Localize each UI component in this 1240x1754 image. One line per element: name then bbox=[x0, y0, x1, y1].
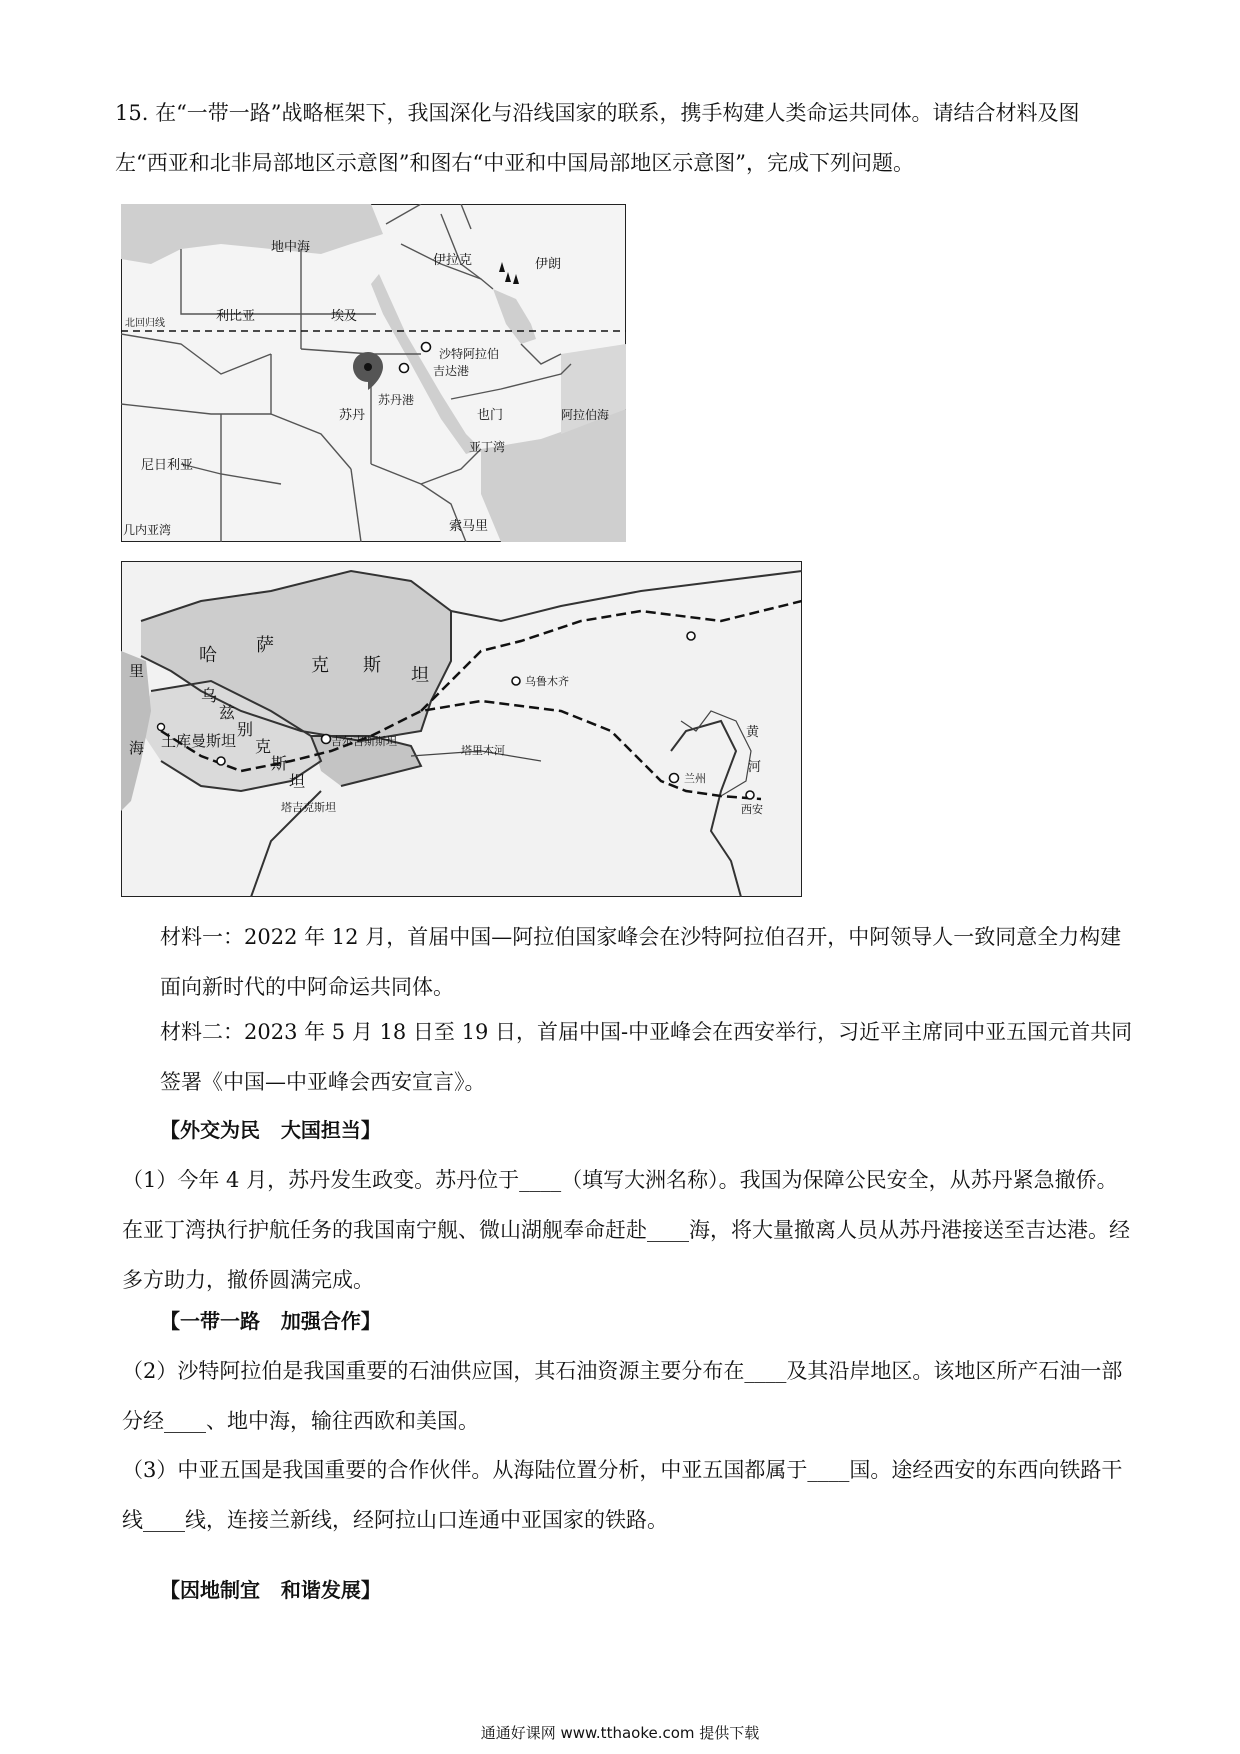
label-ke: 克 bbox=[311, 655, 329, 676]
label-li: 里 bbox=[129, 662, 145, 680]
label-tropic: 北回归线 bbox=[125, 318, 165, 329]
material-two: 材料二：2023 年 5 月 18 日至 19 日，首届中国-中亚峰会在西安举行，习近平主席同中亚五国元首共同签署《中国—中亚峰会西安宣言》。 bbox=[160, 1020, 1133, 1094]
label-mediterranean: 地中海 bbox=[271, 240, 311, 255]
label-jeddah: 吉达港 bbox=[433, 364, 470, 378]
label-arabian-sea: 阿拉伯海 bbox=[561, 408, 610, 422]
label-tarim-river: 塔里木河 bbox=[461, 744, 505, 757]
label-turkmenistan: 土库曼斯坦 bbox=[161, 732, 237, 750]
label-xian: 西安 bbox=[741, 803, 763, 816]
label-somalia: 索马里 bbox=[449, 519, 489, 534]
label-uz-5: 斯 bbox=[271, 754, 288, 773]
label-libya: 利比亚 bbox=[216, 309, 256, 324]
label-he: 河 bbox=[748, 760, 762, 775]
label-uz-6: 坦 bbox=[289, 772, 306, 791]
label-uz-1: 乌 bbox=[201, 686, 218, 705]
label-sa: 萨 bbox=[256, 635, 274, 656]
label-saudi: 沙特阿拉伯 bbox=[439, 347, 500, 361]
section-heading-harmony: 【因地制宜 和谐发展】 bbox=[160, 1578, 381, 1602]
question-1: （1）今年 4 月，苏丹发生政变。苏丹位于____（填写大洲名称）。我国为保障公民安全，从苏丹紧急撤侨。在亚丁湾执行护航任务的我国南宁舰、微山湖舰奉命赶赴____海，将大量撤离人员从苏丹港接送至吉达港。经多方助力，撤侨圆满完成。 bbox=[122, 1168, 1130, 1292]
label-egypt: 埃及 bbox=[331, 309, 358, 324]
label-nigeria: 尼日利亚 bbox=[141, 458, 194, 473]
label-huang: 黄 bbox=[746, 725, 760, 740]
label-si: 斯 bbox=[363, 655, 381, 676]
section-heading-diplomacy: 【外交为民 大国担当】 bbox=[160, 1118, 381, 1142]
label-ha: 哈 bbox=[199, 645, 217, 666]
material-one: 材料一：2022 年 12 月，首届中国—阿拉伯国家峰会在沙特阿拉伯召开，中阿领导人一致同意全力构建面向新时代的中阿命运共同体。 bbox=[160, 925, 1122, 999]
label-sudan: 苏丹 bbox=[339, 408, 366, 423]
west-asia-north-africa-map bbox=[121, 204, 626, 542]
label-iraq: 伊拉克 bbox=[433, 253, 473, 268]
label-tajikistan: 塔吉克斯坦 bbox=[281, 801, 336, 814]
section-heading-belt-road: 【一带一路 加强合作】 bbox=[160, 1309, 381, 1333]
central-asia-china-map bbox=[121, 561, 802, 897]
label-tan: 坦 bbox=[411, 665, 429, 686]
label-guinea-gulf: 几内亚湾 bbox=[123, 523, 172, 537]
label-uz-2: 兹 bbox=[219, 703, 236, 722]
question-15-text: 15. 在“一带一路”战略框架下，我国深化与沿线国家的联系，携手构建人类命运共同体。请结合材料及图左“西亚和北非局部地区示意图”和图右“中亚和中国局部地区示意图”，完成下列问题。 bbox=[115, 101, 1080, 175]
label-lanzhou: 兰州 bbox=[684, 772, 706, 785]
page-footer: 通通好课网 www.tthaoke.com 提供下载 bbox=[480, 1724, 760, 1742]
label-sudan-port: 苏丹港 bbox=[378, 393, 415, 407]
label-urumqi: 乌鲁木齐 bbox=[525, 675, 569, 688]
label-kyrgyzstan: 吉尔吉斯斯坦 bbox=[331, 735, 397, 748]
question-2: （2）沙特阿拉伯是我国重要的石油供应国，其石油资源主要分布在____及其沿岸地区。该地区所产石油一部分经____、地中海，输往西欧和美国。 bbox=[122, 1359, 1123, 1433]
label-uz-4: 克 bbox=[255, 737, 272, 756]
label-hai: 海 bbox=[129, 739, 145, 757]
question-3: （3）中亚五国是我国重要的合作伙伴。从海陆位置分析，中亚五国都属于____国。途经西安的东西向铁路干线____线，连接兰新线，经阿拉山口连通中亚国家的铁路。 bbox=[122, 1458, 1123, 1532]
label-iran: 伊朗 bbox=[535, 257, 562, 272]
label-yemen: 也门 bbox=[477, 408, 504, 423]
label-gulf-aden: 亚丁湾 bbox=[469, 440, 506, 454]
label-uz-3: 别 bbox=[237, 720, 254, 739]
